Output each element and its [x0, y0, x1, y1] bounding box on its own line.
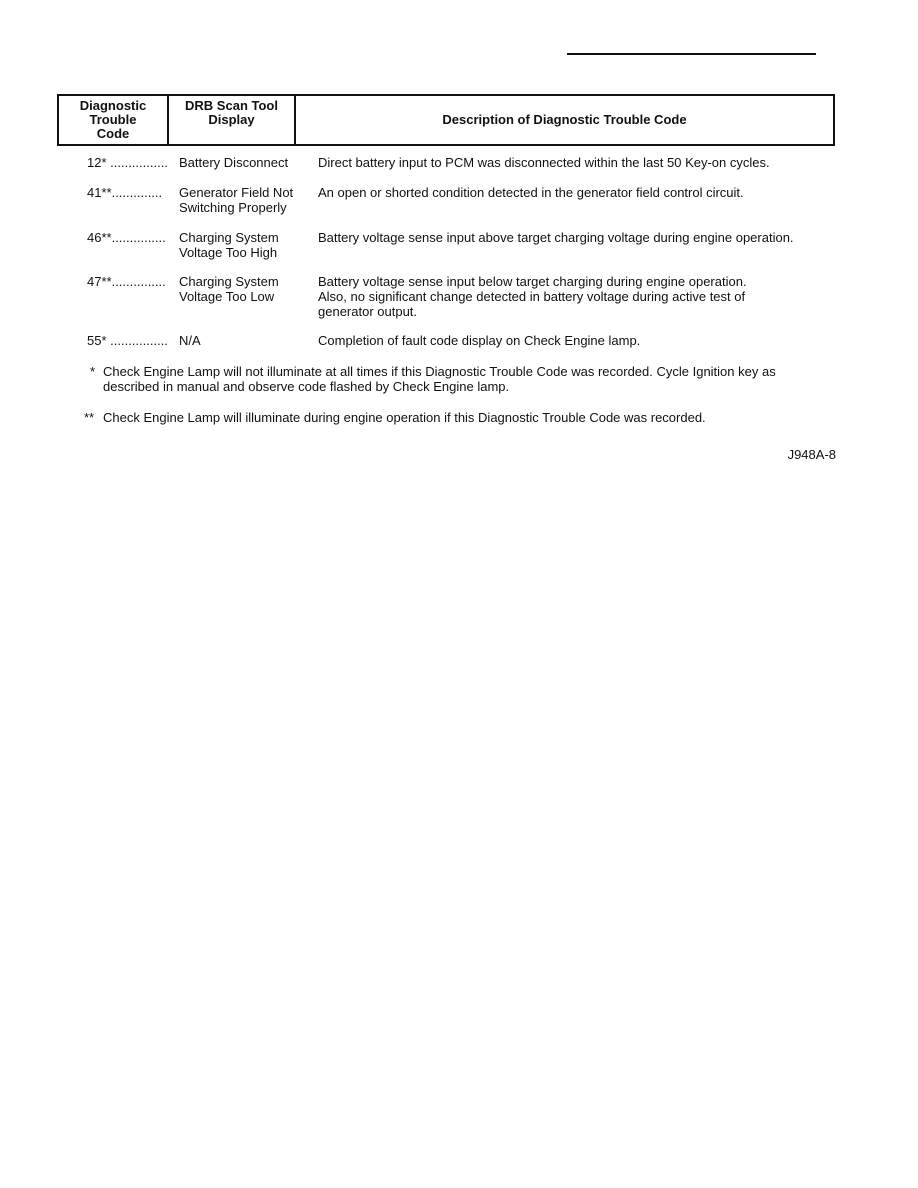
- footnote-double-asterisk: [84, 410, 804, 425]
- dtc-description: Completion of fault code display on Check Engine lamp.: [318, 333, 641, 348]
- header-display-cell: [169, 96, 296, 144]
- header-display-label: DRB Scan Tool Display: [185, 98, 278, 127]
- dtc-display: Generator Field Not Switching Properly: [179, 185, 294, 215]
- dtc-code: 55* ................: [87, 333, 168, 348]
- footnote-mark: **: [84, 410, 95, 425]
- figure-id: J948A-8: [787, 447, 836, 462]
- dtc-display: Charging System Voltage Too High: [179, 230, 279, 260]
- dtc-description: An open or shorted condition detected in the generator field control circuit.: [318, 185, 744, 200]
- dtc-description: Battery voltage sense input below target charging during engine operation. Also, no significant change detected in battery voltage during active test of generator output.: [318, 274, 747, 319]
- footnote-text: Check Engine Lamp will illuminate during engine operation if this Diagnostic Trouble Code was recorded.: [103, 410, 706, 425]
- header-code-label: Diagnostic Trouble Code: [79, 98, 147, 141]
- table-header: [57, 94, 835, 146]
- header-code-cell: [59, 96, 169, 144]
- top-rule: [567, 53, 816, 55]
- footnote-mark: *: [90, 364, 96, 379]
- dtc-description: Battery voltage sense input above target charging voltage during engine operation.: [318, 230, 794, 245]
- header-description-cell: [296, 96, 833, 144]
- dtc-description: Direct battery input to PCM was disconnected within the last 50 Key-on cycles.: [318, 155, 770, 170]
- dtc-code: 41**..............: [87, 185, 163, 200]
- dtc-code: 46**...............: [87, 230, 166, 245]
- dtc-code: 47**...............: [87, 274, 166, 289]
- dtc-display: N/A: [179, 333, 201, 348]
- footnote-single-asterisk: [90, 364, 790, 394]
- header-description-label: Description of Diagnostic Trouble Code: [442, 112, 687, 127]
- dtc-code: 12* ................: [87, 155, 168, 170]
- footnote-text: Check Engine Lamp will not illuminate at all times if this Diagnostic Trouble Code was recorded. Cycle Ignition key as described in manual and observe code flashed by Check Engine lamp.: [103, 364, 776, 394]
- dtc-display: Charging System Voltage Too Low: [179, 274, 279, 304]
- dtc-display: Battery Disconnect: [179, 155, 289, 170]
